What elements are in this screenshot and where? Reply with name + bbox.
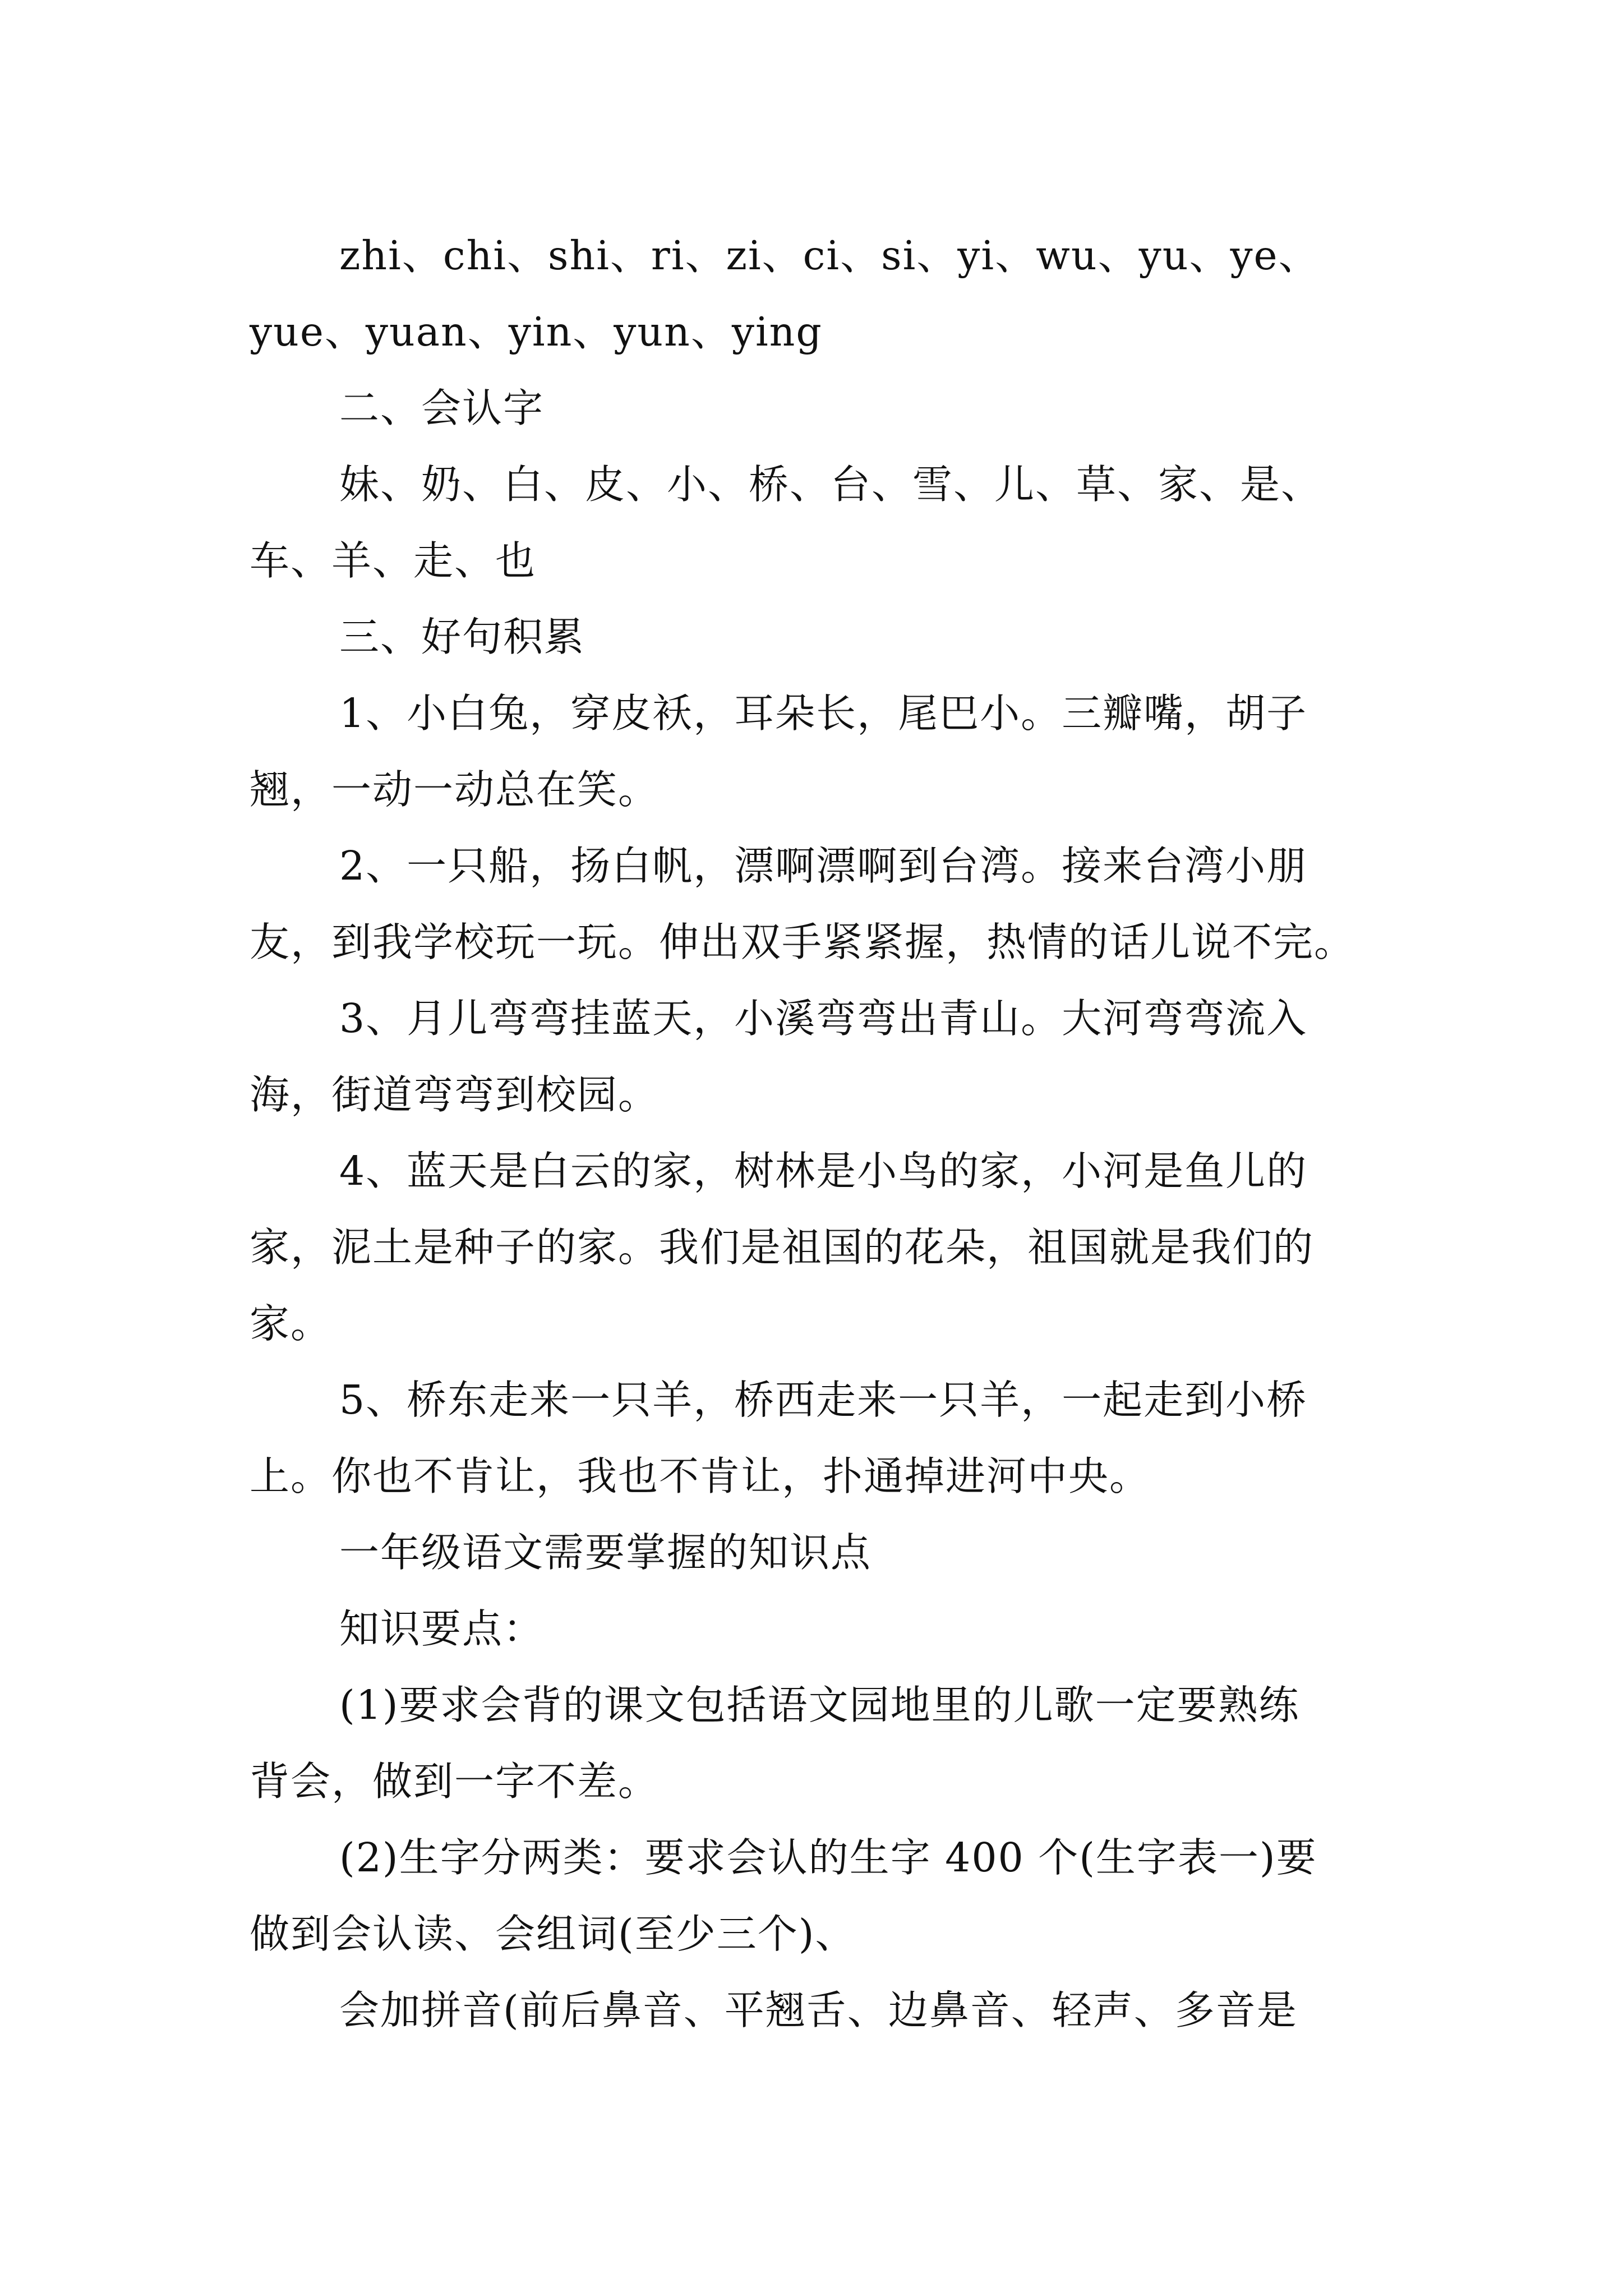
paragraph-sentence-2 — [250, 828, 1422, 981]
text-line: 上。你也不肯让，我也不肯让，扑通掉进河中央。 — [250, 1453, 1151, 1499]
section-heading-good-sentences — [250, 599, 1422, 675]
paragraph-characters — [250, 447, 1422, 599]
text-line: 1、小白兔，穿皮袄，耳朵长，尾巴小。三瓣嘴，胡子 — [339, 690, 1308, 737]
text-line: 4、蓝天是白云的家，树林是小鸟的家，小河是鱼儿的 — [339, 1148, 1308, 1194]
text-line: 会加拼音(前后鼻音、平翘舌、边鼻音、轻声、多音是 — [339, 1987, 1298, 2033]
document-body — [250, 218, 1422, 2049]
paragraph-sentence-5 — [250, 1362, 1422, 1515]
section-heading-knowledge — [250, 1515, 1422, 1591]
text-line: 5、桥东走来一只羊，桥西走来一只羊，一起走到小桥 — [339, 1377, 1308, 1423]
text-line: 做到会认读、会组词(至少三个)、 — [250, 1911, 856, 1957]
text-line: 车、羊、走、也 — [250, 537, 537, 584]
text-line: 友，到我学校玩一玩。伸出双手紧紧握，热情的话儿说不完。 — [250, 919, 1355, 965]
text-line: zhi、chi、shi、ri、zi、ci、si、yi、wu、yu、ye、 — [339, 232, 1320, 279]
text-line: 家。 — [250, 1300, 332, 1347]
text-line: 二、会认字 — [339, 385, 545, 431]
text-line: yue、yuan、yin、yun、ying — [250, 309, 823, 355]
text-line: 3、月儿弯弯挂蓝天，小溪弯弯出青山。大河弯弯流入 — [339, 995, 1308, 1042]
paragraph-point-2-continued — [250, 1972, 1422, 2049]
paragraph-pinyin — [250, 218, 1422, 370]
text-line: 背会，做到一字不差。 — [250, 1758, 660, 1805]
paragraph-sentence-1 — [250, 675, 1422, 828]
text-line: (2)生字分两类：要求会认的生字 400 个(生字表一)要 — [339, 1834, 1317, 1881]
text-line: 翘，一动一动总在笑。 — [250, 766, 660, 813]
text-line: 2、一只船，扬白帆，漂啊漂啊到台湾。接来台湾小朋 — [339, 843, 1308, 889]
paragraph-key-points-label — [250, 1591, 1422, 1667]
paragraph-sentence-4 — [250, 1133, 1422, 1362]
text-line: 知识要点： — [339, 1605, 545, 1652]
paragraph-sentence-3 — [250, 981, 1422, 1133]
paragraph-point-2 — [250, 1820, 1422, 1972]
text-line: 家，泥土是种子的家。我们是祖国的花朵，祖国就是我们的 — [250, 1224, 1315, 1271]
text-line: 一年级语文需要掌握的知识点 — [339, 1529, 872, 1576]
text-line: 海，街道弯弯到校园。 — [250, 1071, 660, 1118]
paragraph-point-1 — [250, 1667, 1422, 1820]
text-line: (1)要求会背的课文包括语文园地里的儿歌一定要熟练 — [339, 1682, 1300, 1728]
section-heading-recognize-characters — [250, 370, 1422, 447]
text-line: 妹、奶、白、皮、小、桥、台、雪、儿、草、家、是、 — [339, 461, 1322, 508]
text-line: 三、好句积累 — [339, 614, 585, 660]
